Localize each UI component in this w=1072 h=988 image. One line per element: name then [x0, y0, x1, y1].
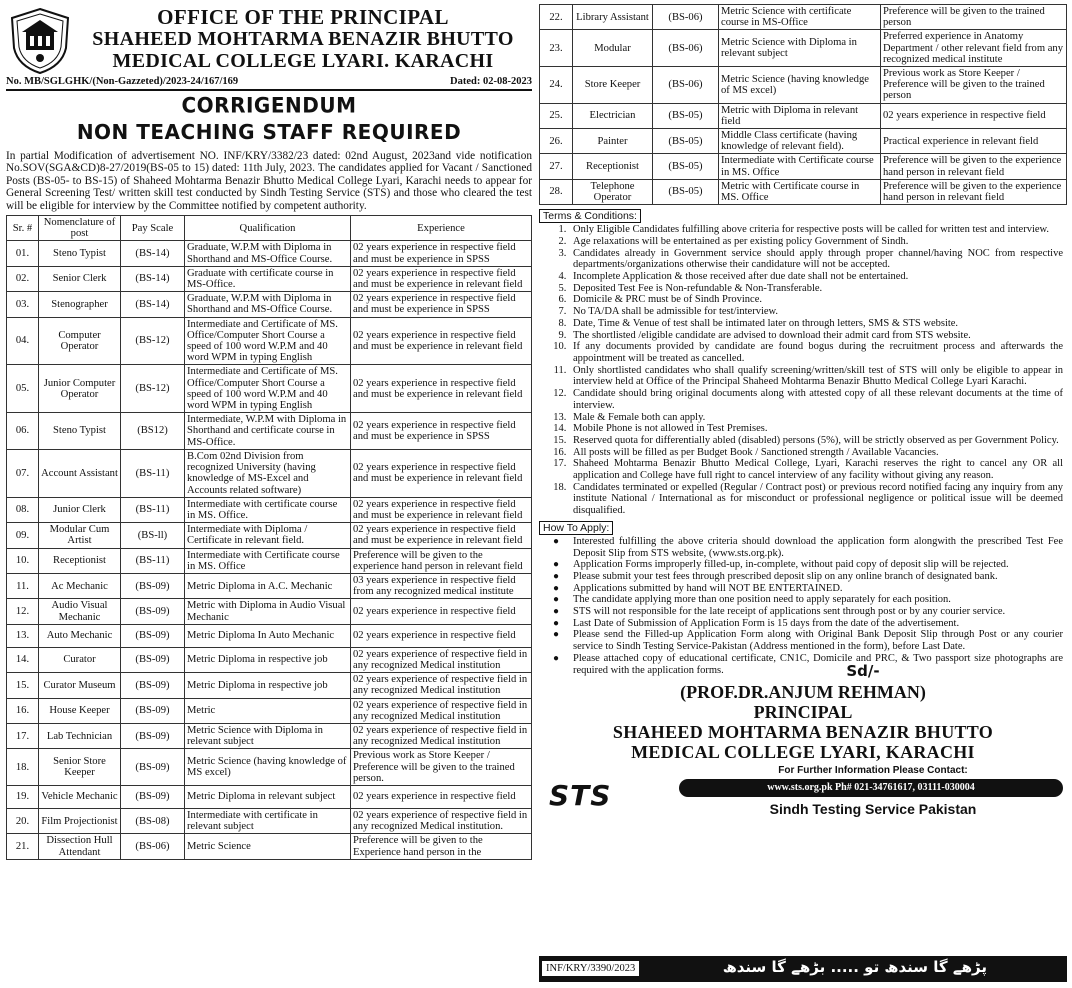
header-qualification: Qualification [185, 216, 351, 241]
cell-experience: 02 years experience in respective field [881, 103, 1067, 128]
office-title: OFFICE OF THE PRINCIPAL [157, 5, 449, 29]
cell-scale: (BS-09) [121, 599, 185, 624]
table-row [7, 523, 532, 548]
cell-experience: 02 years experience in respective field and must be experience in SPSS [351, 292, 532, 317]
table-row [7, 365, 532, 413]
table-row [7, 266, 532, 291]
signed-mark: Sd/- [846, 662, 880, 681]
table-row [7, 573, 532, 598]
apply-item: ● Interested fulfilling the above criteria should download the application form alongwith the prescribed Test Fee Deposit Slip from STS website, (www.sts.org.pk). [569, 536, 1063, 559]
intro-paragraph: In partial Modification of advertisement NO. INF/KRY/3382/23 dated: 02nd August, 2023and vide notification No.SOV(SGA&CD)8-27/2019(BS-05 to 15) dated: 11th July, 2023. The candidates applied for Vacant / Sanctioned Posts (BS-05- to BS-15) of Shaheed Mohtarma Benazir Bhutto Medical College Lyari, Karachi needs to appear for General Screening Test/ written skill test conducted by Sindh Testing Service (STS) and those who cleared the test will be eligible for interview by the Committee notified by competent authority. [6, 150, 532, 212]
cell-qualification: Intermediate with certificate in relevant subject [185, 808, 351, 833]
cell-scale: (BS-12) [121, 365, 185, 413]
cell-scale: (BS-05) [653, 154, 719, 179]
right-column [539, 4, 1067, 833]
how-to-apply-heading: How To Apply: [539, 521, 613, 535]
cell-experience: Preference will be given to the Experience hand person in the [351, 834, 532, 859]
table-header-row [7, 216, 532, 241]
cell-scale: (BS-09) [121, 624, 185, 647]
term-item: 14. Mobile Phone is not allowed in Test Premises. [569, 423, 1063, 435]
cell-post: Curator Museum [39, 673, 121, 698]
cell-qualification: Metric Science with certificate course in MS-Office [719, 5, 881, 30]
table-row [7, 673, 532, 698]
apply-item: ● Please send the Filled-up Application Form along with Original Bank Deposit Slip through Post or any courier service to Sindh Testing Service-Pakistan (Address mentioned in the form), before Last Date. [569, 629, 1063, 652]
cell-scale: (BS12) [121, 413, 185, 450]
table-row [540, 154, 1067, 179]
cell-scale: (BS-14) [121, 241, 185, 266]
cell-experience: 02 years experience in respective field [351, 599, 532, 624]
cell-post: House Keeper [39, 698, 121, 723]
cell-post: Stenographer [39, 292, 121, 317]
cell-post: Junior Computer Operator [39, 365, 121, 413]
cell-qualification: Intermediate with Certificate course in MS. Office [185, 548, 351, 573]
term-item: 1. Only Eligible Candidates fulfilling above criteria for respective posts will be called for written test and interview. [569, 224, 1063, 236]
cell-scale: (BS-ll) [121, 523, 185, 548]
signatory-org-line2: MEDICAL COLLEGE LYARI, KARACHI [631, 742, 975, 763]
term-item: 15. Reserved quota for differentially abled (disabled) persons (5%), will be strictly observed as per Government Policy. [569, 435, 1063, 447]
cell-experience: 02 years experience of respective field in any recognized Medical institution [351, 723, 532, 748]
cell-post: Vehicle Mechanic [39, 785, 121, 808]
contact-bar: www.sts.org.pk Ph# 021-34761617, 03111-030004 [679, 779, 1063, 797]
cell-scale: (BS-06) [653, 67, 719, 104]
cell-post: Dissection Hull Attendant [39, 834, 121, 859]
table-row [7, 548, 532, 573]
cell-scale: (BS-09) [121, 698, 185, 723]
cell-qualification: Metric Diploma In Auto Mechanic [185, 624, 351, 647]
cell-post: Junior Clerk [39, 497, 121, 522]
table-row [7, 413, 532, 450]
cell-post: Senior Clerk [39, 266, 121, 291]
cell-experience: Previous work as Store Keeper / Preference will be given to the trained person [881, 67, 1067, 104]
urdu-slogan: پڑھے گا سندھ تو ..... بڑھے گا سندھ [722, 958, 987, 976]
cell-experience: 02 years experience in respective field and must be experience in relevant field [351, 497, 532, 522]
table-row [7, 449, 532, 497]
cell-scale: (BS-11) [121, 449, 185, 497]
table-row [540, 129, 1067, 154]
staff-required-heading: NON TEACHING STAFF REQUIRED [76, 120, 462, 144]
table-row [540, 30, 1067, 67]
cell-qualification: Metric Science (having knowledge of MS excel) [719, 67, 881, 104]
header-sr: Sr. # [7, 216, 39, 241]
cell-qualification: Metric Science [185, 834, 351, 859]
terms-heading: Terms & Conditions: [539, 209, 641, 223]
cell-experience: Preferred experience in Anatomy Department / other relevant field from any recognized medical institute [881, 30, 1067, 67]
letterhead [6, 4, 532, 88]
table-row [7, 497, 532, 522]
cell-scale: (BS-12) [121, 317, 185, 365]
cell-post: Electrician [573, 103, 653, 128]
sts-logo-icon: STS [549, 779, 612, 813]
term-item: 10. If any documents provided by candidate are found bogus during the recruitment process and afterwards the appointment will be treated as cancelled. [569, 341, 1063, 364]
sts-name: Sindh Testing Service Pakistan [769, 801, 977, 818]
signatory-name: (PROF.DR.ANJUM REHMAN) [680, 682, 926, 703]
cell-experience: 02 years experience of respective field in any recognized Medical institution [351, 647, 532, 672]
cell-scale: (BS-05) [653, 103, 719, 128]
term-item: 9. The shortlisted /eligible candidate are advised to download their admit card from STS website. [569, 330, 1063, 342]
terms-list [569, 224, 1067, 517]
term-item: 4. Incomplete Application & those received after due date shall not be entertained. [569, 271, 1063, 283]
apply-item: ● Please submit your test fees through prescribed deposit slip on any online branch of designated bank. [569, 571, 1063, 583]
cell-post: Receptionist [39, 548, 121, 573]
cell-sr: 19. [7, 785, 39, 808]
cell-scale: (BS-08) [121, 808, 185, 833]
signature-block [539, 662, 1067, 762]
cell-experience: 02 years experience in respective field and must be experience in SPSS [351, 413, 532, 450]
cell-scale: (BS-09) [121, 647, 185, 672]
cell-experience: Practical experience in relevant field [881, 129, 1067, 154]
cell-post: Store Keeper [573, 67, 653, 104]
cell-qualification: Middle Class certificate (having knowledge of relevant field). [719, 129, 881, 154]
table-row [540, 5, 1067, 30]
table-row [7, 808, 532, 833]
cell-experience: 02 years experience in respective field and must be experience in relevant field [351, 523, 532, 548]
table-row [7, 834, 532, 859]
cell-experience: 02 years experience in respective field and must be experience in relevant field [351, 365, 532, 413]
cell-sr: 17. [7, 723, 39, 748]
table-row [540, 179, 1067, 204]
term-item: 7. No TA/DA shall be admissible for test/interview. [569, 306, 1063, 318]
table-row [7, 749, 532, 786]
term-item: 6. Domicile & PRC must be of Sindh Province. [569, 294, 1063, 306]
cell-post: Steno Typist [39, 241, 121, 266]
term-item: 3. Candidates already in Government service should apply through proper channel/having NOC from respective departments/organizations otherwise their candidature will not be accepted. [569, 248, 1063, 271]
table-row [540, 103, 1067, 128]
cell-qualification: Intermediate with certificate course in MS. Office. [185, 497, 351, 522]
cell-experience: 02 years experience in respective field and must be experience in relevant field [351, 266, 532, 291]
cell-sr: 10. [7, 548, 39, 573]
cell-qualification: Intermediate and Certificate of MS. Office/Computer Short Course a speed of 100 word W.P.M and 40 word WPM in typing English [185, 317, 351, 365]
college-name-line2: MEDICAL COLLEGE LYARI. KARACHI [112, 50, 494, 72]
cell-sr: 26. [540, 129, 573, 154]
table-row [7, 292, 532, 317]
cell-experience: 02 years experience in respective field and must be experience in relevant field [351, 317, 532, 365]
cell-scale: (BS-09) [121, 673, 185, 698]
term-item: 11. Only shortlisted candidates who shall qualify screening/written/skill test of STS will only be eligible to appear in interview held at Office of the Principal Shaheed Mohtarma Benazir Bhutto Medical College Lyari Karachi. [569, 365, 1063, 388]
reference-number: No. MB/SGLGHK/(Non-Gazzeted)/2023-24/167/169 [6, 76, 239, 87]
cell-qualification: Metric Diploma in respective job [185, 647, 351, 672]
cell-experience: 02 years experience of respective field in any recognized Medical institution. [351, 808, 532, 833]
apply-item: ● The candidate applying more than one position need to apply separately for each position. [569, 594, 1063, 606]
term-item: 16. All posts will be filled as per Budget Book / Sanctioned strength / Available Vacancies. [569, 447, 1063, 459]
cell-scale: (BS-09) [121, 785, 185, 808]
cell-experience: 02 years experience in respective field [351, 785, 532, 808]
cell-experience: 02 years experience of respective field in any recognized Medical institution [351, 673, 532, 698]
cell-post: Steno Typist [39, 413, 121, 450]
cell-scale: (BS-14) [121, 292, 185, 317]
jobs-table-left [6, 215, 532, 860]
apply-item: ● Last Date of Submission of Application Form is 15 days from the date of the advertisement. [569, 618, 1063, 630]
apply-item: ● Applications submitted by hand will NOT BE ENTERTAINED. [569, 583, 1063, 595]
cell-scale: (BS-09) [121, 723, 185, 748]
cell-scale: (BS-11) [121, 497, 185, 522]
cell-scale: (BS-05) [653, 129, 719, 154]
cell-experience: Preference will be given to the experience hand person in relevant field [351, 548, 532, 573]
reference-line [6, 76, 532, 91]
table-row [7, 624, 532, 647]
cell-sr: 24. [540, 67, 573, 104]
apply-item: ● STS will not responsible for the late receipt of applications sent through post or by any courier service. [569, 606, 1063, 618]
term-item: 18. Candidates terminated or expelled (Regular / Contract post) or previous record notified facing any inquiry from any institute National / International as for misconduct or professional negligence or political issue will be deemed disqualified. [569, 482, 1063, 517]
cell-post: Ac Mechanic [39, 573, 121, 598]
table-row [7, 785, 532, 808]
cell-post: Curator [39, 647, 121, 672]
cell-sr: 01. [7, 241, 39, 266]
cell-post: Auto Mechanic [39, 624, 121, 647]
table-row [7, 241, 532, 266]
sts-block [539, 765, 1067, 833]
cell-sr: 13. [7, 624, 39, 647]
cell-post: Audio Visual Mechanic [39, 599, 121, 624]
cell-sr: 21. [7, 834, 39, 859]
table-row [7, 599, 532, 624]
cell-sr: 05. [7, 365, 39, 413]
cell-experience: 03 years experience in respective field from any recognized medical institute [351, 573, 532, 598]
cell-experience: 02 years experience in respective field [351, 624, 532, 647]
apply-item: ● Application Forms improperly filled-up, in-complete, without paid copy of deposit slip will be rejected. [569, 559, 1063, 571]
signatory-title: PRINCIPAL [753, 702, 853, 723]
cell-scale: (BS-09) [121, 749, 185, 786]
cell-qualification: Metric Diploma in A.C. Mechanic [185, 573, 351, 598]
table-row [7, 698, 532, 723]
cell-post: Receptionist [573, 154, 653, 179]
cell-post: Lab Technician [39, 723, 121, 748]
cell-sr: 02. [7, 266, 39, 291]
cell-post: Account Assistant [39, 449, 121, 497]
cell-post: Modular Cum Artist [39, 523, 121, 548]
cell-qualification: Graduate with certificate course in MS-Office. [185, 266, 351, 291]
cell-qualification: Graduate, W.P.M with Diploma in Shorthand and MS-Office Course. [185, 241, 351, 266]
cell-scale: (BS-06) [653, 5, 719, 30]
advert-reference: INF/KRY/3390/2023 [542, 961, 639, 976]
cell-experience: 02 years experience of respective field in any recognized Medical institution [351, 698, 532, 723]
cell-experience: 02 years experience in respective field and must be experience in relevant field [351, 449, 532, 497]
cell-sr: 18. [7, 749, 39, 786]
cell-qualification: Metric [185, 698, 351, 723]
cell-sr: 28. [540, 179, 573, 204]
cell-experience: 02 years experience in respective field and must be experience in SPSS [351, 241, 532, 266]
cell-qualification: B.Com 02nd Division from recognized University (having knowledge of MS-Excel and Accounts related software) [185, 449, 351, 497]
cell-post: Telephone Operator [573, 179, 653, 204]
cell-post: Painter [573, 129, 653, 154]
cell-scale: (BS-11) [121, 548, 185, 573]
cell-qualification: Metric Science with Diploma in relevant subject [185, 723, 351, 748]
signatory-org-line1: SHAHEED MOHTARMA BENAZIR BHUTTO [612, 722, 994, 743]
cell-experience: Previous work as Store Keeper / Preference will be given to the trained person. [351, 749, 532, 786]
contact-heading: For Further Information Please Contact: [778, 765, 968, 777]
jobs-table-right [539, 4, 1067, 205]
left-column [6, 4, 532, 860]
cell-qualification: Metric Science (having knowledge of MS excel) [185, 749, 351, 786]
cell-scale: (BS-06) [653, 30, 719, 67]
cell-sr: 25. [540, 103, 573, 128]
table-row [7, 723, 532, 748]
cell-qualification: Metric Science with Diploma in relevant subject [719, 30, 881, 67]
cell-qualification: Metric Diploma in respective job [185, 673, 351, 698]
term-item: 2. Age relaxations will be entertained as per existing policy Government of Sindh. [569, 236, 1063, 248]
cell-post: Senior Store Keeper [39, 749, 121, 786]
header-scale: Pay Scale [121, 216, 185, 241]
term-item: 17. Shaheed Mohtarma Benazir Bhutto Medical College, Lyari, Karachi reserves the right to cancel any OR all application and College have full right to cancel interview of any facility without giving any reason. [569, 458, 1063, 481]
header-post: Nomenclature of post [39, 216, 121, 241]
cell-experience: Preference will be given to the experience hand person in relevant field [881, 154, 1067, 179]
cell-sr: 07. [7, 449, 39, 497]
cell-qualification: Metric with Certificate course in MS. Office [719, 179, 881, 204]
cell-post: Modular [573, 30, 653, 67]
cell-sr: 23. [540, 30, 573, 67]
notice-date: Dated: 02-08-2023 [450, 76, 532, 87]
cell-sr: 22. [540, 5, 573, 30]
cell-post: Library Assistant [573, 5, 653, 30]
college-name-line1: SHAHEED MOHTARMA BENAZIR BHUTTO [92, 28, 514, 50]
term-item: 5. Deposited Test Fee is Non-refundable & Non-Transferable. [569, 283, 1063, 295]
cell-sr: 12. [7, 599, 39, 624]
cell-post: Computer Operator [39, 317, 121, 365]
cell-sr: 15. [7, 673, 39, 698]
cell-experience: Preference will be given to the trained person [881, 5, 1067, 30]
cell-scale: (BS-05) [653, 179, 719, 204]
cell-qualification: Metric with Diploma in relevant field [719, 103, 881, 128]
table-row [7, 647, 532, 672]
cell-qualification: Intermediate with Diploma / Certificate in relevant field. [185, 523, 351, 548]
cell-scale: (BS-06) [121, 834, 185, 859]
cell-qualification: Intermediate and Certificate of MS. Office/Computer Short Course a speed of 100 word W.P.M and 40 word WPM in typing English [185, 365, 351, 413]
college-crest-icon [8, 6, 72, 76]
cell-scale: (BS-14) [121, 266, 185, 291]
cell-sr: 11. [7, 573, 39, 598]
cell-sr: 03. [7, 292, 39, 317]
term-item: 8. Date, Time & Venue of test shall be intimated later on through letters, SMS & STS website. [569, 318, 1063, 330]
apply-item: ● Please attached copy of educational certificate, CN1C, Domicile and PRC, & Two passport size photographs are required with the application forms. [569, 653, 1063, 676]
cell-experience: Preference will be given to the experience hand person in relevant field [881, 179, 1067, 204]
cell-sr: 27. [540, 154, 573, 179]
cell-sr: 20. [7, 808, 39, 833]
cell-sr: 16. [7, 698, 39, 723]
table-row [540, 67, 1067, 104]
cell-qualification: Metric with Diploma in Audio Visual Mechanic [185, 599, 351, 624]
how-to-apply-list [569, 536, 1067, 676]
footer-bar [539, 956, 1067, 982]
header-experience: Experience [351, 216, 532, 241]
cell-qualification: Intermediate with Certificate course in MS. Office [719, 154, 881, 179]
cell-sr: 08. [7, 497, 39, 522]
cell-post: Film Projectionist [39, 808, 121, 833]
cell-sr: 09. [7, 523, 39, 548]
cell-qualification: Metric Diploma in relevant subject [185, 785, 351, 808]
cell-sr: 14. [7, 647, 39, 672]
term-item: 13. Male & Female both can apply. [569, 412, 1063, 424]
cell-qualification: Graduate, W.P.M with Diploma in Shorthand and MS-Office Course. [185, 292, 351, 317]
table-row [7, 317, 532, 365]
cell-sr: 04. [7, 317, 39, 365]
term-item: 12. Candidate should bring original documents along with attested copy of all these relevant documents at the time of interview. [569, 388, 1063, 411]
cell-scale: (BS-09) [121, 573, 185, 598]
cell-sr: 06. [7, 413, 39, 450]
cell-qualification: Intermediate, W.P.M with Diploma in Shorthand and certificate course in MS-Office. [185, 413, 351, 450]
corrigendum-heading: CORRIGENDUM [181, 92, 357, 118]
